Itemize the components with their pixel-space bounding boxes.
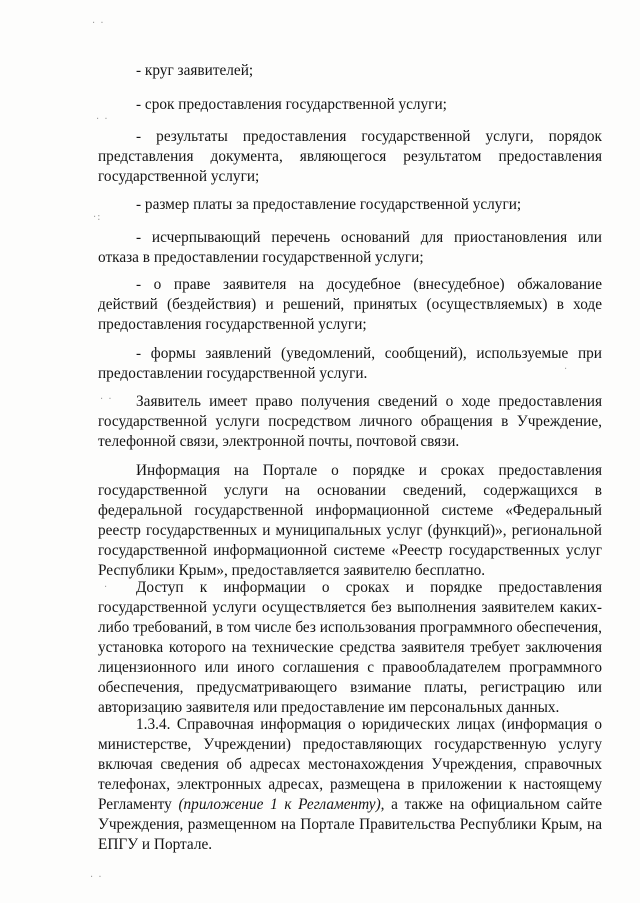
scan-speck: · · (96, 114, 109, 125)
paragraph: Информация на Портале о порядке и сроках предоставления государственной услуги на основании сведений, содержащихся в федеральной государственной информационной системе «Федеральный реестр государственных и муниципальных услуг (функций)», региональной государственной информационной системе «Реестр государственных услуг Республики Крым», предоставляется заявителю бесплатно. (98, 462, 602, 579)
paragraph: Доступ к информации о сроках и порядке предоставления государственной услуги осуществляется без выполнения заявителем каких-либо требований, в том числе без использования программного обеспечения, установка которого на технические средства заявителя требует заключения лицензионного или иного соглашения с правообладателем программного обеспечения, предусматривающего взимание платы, регистрацию или авторизацию заявителя или предоставление им персональных данных. (98, 579, 602, 716)
list-item: - исчерпывающий перечень оснований для приостановления или отказа в предоставлении государственной услуги; (98, 229, 602, 266)
list-item: - срок предоставления государственной услуги; (136, 96, 447, 113)
scan-speck: · · (100, 394, 113, 405)
scan-speck: · (564, 364, 569, 375)
list-item: - формы заявлений (уведомлений, сообщений), используемые при предоставлении государственной услуги. (98, 345, 602, 382)
paragraph: Заявитель имеет право получения сведений о ходе предоставления государственной услуги посредством личного обращения в Учреждение, телефонной связи, электронной почты, почтовой связи. (98, 393, 602, 450)
scan-speck: · · (92, 18, 105, 29)
list-item: - круг заявителей; (136, 62, 254, 79)
list-item: - о праве заявителя на досудебное (внесудебное) обжалование действий (бездействия) и решений, принятых (осуществляемых) в ходе предоставления государственной услуги; (98, 276, 602, 333)
scan-speck: · (104, 582, 109, 593)
section-1-3-4: 1.3.4. Справочная информация о юридических лицах (информация о министерстве, Учреждении) предоставляющих государственную услугу включая сведения об адресах местонахождения Учреждения, справочных телефонах, электронных адресах, размещена в приложении к настоящему Регламенту (приложение 1 к Регламенту), а также на официальном сайте Учреждения, размещенном на Портале Правительства Республики Крым, на ЕПГУ и Портале. (98, 716, 602, 853)
scan-speck: ·: (93, 212, 102, 223)
list-item: - результаты предоставления государственной услуги, порядок представления документа, являющегося результатом предоставления государственной услуги; (98, 128, 602, 185)
scan-speck: · · (90, 872, 103, 883)
list-item: - размер платы за предоставление государственной услуги; (136, 196, 522, 213)
appendix-reference: (приложение 1 к Регламенту), (178, 796, 385, 813)
